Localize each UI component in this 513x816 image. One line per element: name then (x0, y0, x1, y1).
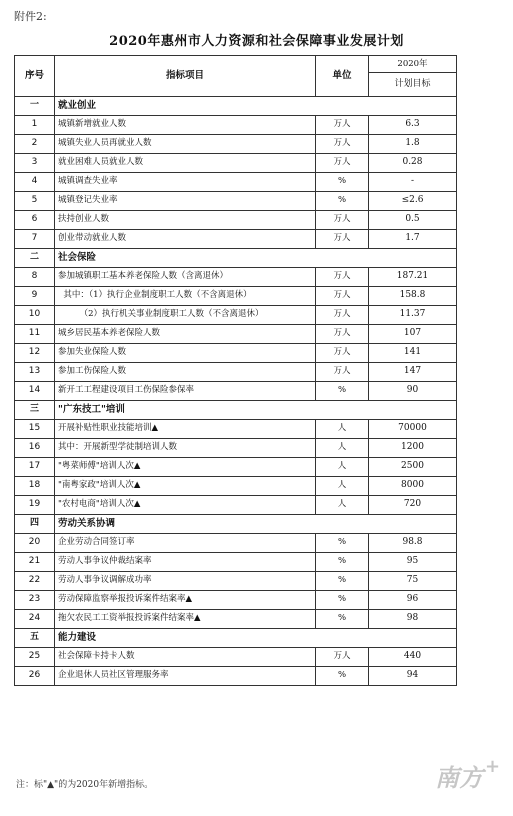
row-number: 8 (15, 268, 55, 287)
row-unit: 人 (316, 420, 369, 439)
row-unit: 万人 (316, 648, 369, 667)
row-target: 2500 (369, 458, 457, 477)
row-unit: 万人 (316, 211, 369, 230)
section-number: 二 (15, 249, 55, 268)
row-number: 25 (15, 648, 55, 667)
row-target: 90 (369, 382, 457, 401)
row-target: 94 (369, 667, 457, 686)
row-indicator: 其中：开展新型学徒制培训人数 (55, 439, 316, 458)
row-indicator: 参加城镇职工基本养老保险人数（含离退休） (55, 268, 316, 287)
table-row (15, 667, 457, 686)
row-target: 8000 (369, 477, 457, 496)
section-number: 五 (15, 629, 55, 648)
row-number: 18 (15, 477, 55, 496)
table-row (15, 173, 457, 192)
row-unit: 万人 (316, 116, 369, 135)
row-unit: 万人 (316, 363, 369, 382)
table-row (15, 325, 457, 344)
table-row (15, 154, 457, 173)
row-indicator: 劳动保障监察举报投诉案件结案率▲ (55, 591, 316, 610)
row-target: 1200 (369, 439, 457, 458)
table-row (15, 496, 457, 515)
table-row (15, 553, 457, 572)
header-no: 序号 (15, 56, 55, 97)
section-name: 劳动关系协调 (55, 515, 457, 534)
footnote: 注：标"▲"的为2020年新增指标。 (16, 780, 154, 790)
row-unit: 万人 (316, 268, 369, 287)
row-indicator: 城镇登记失业率 (55, 192, 316, 211)
row-number: 21 (15, 553, 55, 572)
row-number: 5 (15, 192, 55, 211)
row-number: 1 (15, 116, 55, 135)
table-row (15, 648, 457, 667)
row-number: 19 (15, 496, 55, 515)
row-number: 12 (15, 344, 55, 363)
row-indicator: "农村电商"培训人次▲ (55, 496, 316, 515)
row-unit: % (316, 192, 369, 211)
row-number: 14 (15, 382, 55, 401)
row-number: 22 (15, 572, 55, 591)
row-unit: % (316, 610, 369, 629)
svg-text:南方: 南方 (435, 764, 483, 792)
table-body (15, 97, 457, 686)
row-unit: 人 (316, 458, 369, 477)
row-target: 98 (369, 610, 457, 629)
row-target: 440 (369, 648, 457, 667)
table-row (15, 382, 457, 401)
table-row (15, 287, 457, 306)
row-unit: % (316, 173, 369, 192)
table-row (15, 211, 457, 230)
row-unit: 万人 (316, 230, 369, 249)
row-target: 75 (369, 572, 457, 591)
row-indicator: 城乡居民基本养老保险人数 (55, 325, 316, 344)
table-row (15, 344, 457, 363)
section-row (15, 401, 457, 420)
row-unit: 万人 (316, 344, 369, 363)
section-number: 一 (15, 97, 55, 116)
row-target: 187.21 (369, 268, 457, 287)
row-indicator: 城镇失业人员再就业人数 (55, 135, 316, 154)
table-row (15, 135, 457, 154)
row-target: 0.28 (369, 154, 457, 173)
row-number: 13 (15, 363, 55, 382)
row-indicator: 参加工伤保险人数 (55, 363, 316, 382)
row-target: 107 (369, 325, 457, 344)
row-target: 147 (369, 363, 457, 382)
row-indicator: 城镇新增就业人数 (55, 116, 316, 135)
table-row (15, 268, 457, 287)
row-indicator: 扶持创业人数 (55, 211, 316, 230)
header-target: 计划目标 (369, 73, 457, 97)
section-row (15, 629, 457, 648)
section-row (15, 249, 457, 268)
row-indicator: 新开工工程建设项目工伤保险参保率 (55, 382, 316, 401)
table-row (15, 306, 457, 325)
row-target: 98.8 (369, 534, 457, 553)
row-number: 20 (15, 534, 55, 553)
section-name: "广东技工"培训 (55, 401, 457, 420)
row-unit: % (316, 591, 369, 610)
row-number: 11 (15, 325, 55, 344)
row-target: 1.8 (369, 135, 457, 154)
section-number: 三 (15, 401, 55, 420)
row-unit: 万人 (316, 287, 369, 306)
row-target: 141 (369, 344, 457, 363)
row-indicator: 其中：（1）执行企业制度职工人数（不含离退休） (55, 287, 316, 306)
row-target: 6.3 (369, 116, 457, 135)
row-indicator: 开展补贴性职业技能培训▲ (55, 420, 316, 439)
header-unit: 单位 (316, 56, 369, 97)
row-number: 10 (15, 306, 55, 325)
row-indicator: 城镇调查失业率 (55, 173, 316, 192)
row-indicator: 劳动人事争议仲裁结案率 (55, 553, 316, 572)
row-target: 70000 (369, 420, 457, 439)
table-row (15, 477, 457, 496)
section-number: 四 (15, 515, 55, 534)
row-unit: % (316, 553, 369, 572)
row-number: 24 (15, 610, 55, 629)
table-row (15, 458, 457, 477)
table-row (15, 572, 457, 591)
svg-text:+: + (485, 756, 501, 777)
table-row (15, 610, 457, 629)
row-indicator: 企业退休人员社区管理服务率 (55, 667, 316, 686)
row-unit: 万人 (316, 306, 369, 325)
row-target: ≤2.6 (369, 192, 457, 211)
row-target: 720 (369, 496, 457, 515)
row-indicator: "粤菜师傅"培训人次▲ (55, 458, 316, 477)
row-indicator: "南粤家政"培训人次▲ (55, 477, 316, 496)
row-unit: 人 (316, 477, 369, 496)
row-target: 1.7 (369, 230, 457, 249)
attachment-label: 附件2: (14, 10, 47, 23)
watermark-logo (433, 752, 503, 800)
row-unit: % (316, 382, 369, 401)
section-name: 能力建设 (55, 629, 457, 648)
row-unit: 人 (316, 496, 369, 515)
table-row (15, 591, 457, 610)
section-name: 社会保险 (55, 249, 457, 268)
section-row (15, 515, 457, 534)
row-target: 96 (369, 591, 457, 610)
row-target: 158.8 (369, 287, 457, 306)
row-number: 23 (15, 591, 55, 610)
row-unit: 万人 (316, 135, 369, 154)
row-number: 17 (15, 458, 55, 477)
header-year: 2020年 (369, 56, 457, 73)
row-target: 95 (369, 553, 457, 572)
table-row (15, 534, 457, 553)
row-number: 26 (15, 667, 55, 686)
row-unit: 万人 (316, 325, 369, 344)
row-number: 9 (15, 287, 55, 306)
row-number: 4 (15, 173, 55, 192)
section-name: 就业创业 (55, 97, 457, 116)
row-number: 15 (15, 420, 55, 439)
section-row (15, 97, 457, 116)
row-indicator: 企业劳动合同签订率 (55, 534, 316, 553)
row-indicator: 社会保障卡持卡人数 (55, 648, 316, 667)
row-unit: % (316, 534, 369, 553)
row-target: - (369, 173, 457, 192)
page-title: 2020年惠州市人力资源和社会保障事业发展计划 (109, 34, 404, 49)
row-number: 6 (15, 211, 55, 230)
header-indicator: 指标项目 (55, 56, 316, 97)
row-indicator: 创业带动就业人数 (55, 230, 316, 249)
row-number: 3 (15, 154, 55, 173)
row-indicator: 参加失业保险人数 (55, 344, 316, 363)
row-number: 2 (15, 135, 55, 154)
row-indicator: （2）执行机关事业制度职工人数（不含离退休） (55, 306, 316, 325)
row-indicator: 拖欠农民工工资举报投诉案件结案率▲ (55, 610, 316, 629)
plan-table (14, 55, 457, 686)
row-number: 7 (15, 230, 55, 249)
table-row (15, 230, 457, 249)
table-row (15, 363, 457, 382)
row-indicator: 劳动人事争议调解成功率 (55, 572, 316, 591)
row-indicator: 就业困难人员就业人数 (55, 154, 316, 173)
row-unit: 人 (316, 439, 369, 458)
row-number: 16 (15, 439, 55, 458)
row-target: 0.5 (369, 211, 457, 230)
row-target: 11.37 (369, 306, 457, 325)
table-row (15, 116, 457, 135)
row-unit: % (316, 667, 369, 686)
table-row (15, 439, 457, 458)
table-row (15, 420, 457, 439)
row-unit: 万人 (316, 154, 369, 173)
row-unit: % (316, 572, 369, 591)
table-row (15, 192, 457, 211)
